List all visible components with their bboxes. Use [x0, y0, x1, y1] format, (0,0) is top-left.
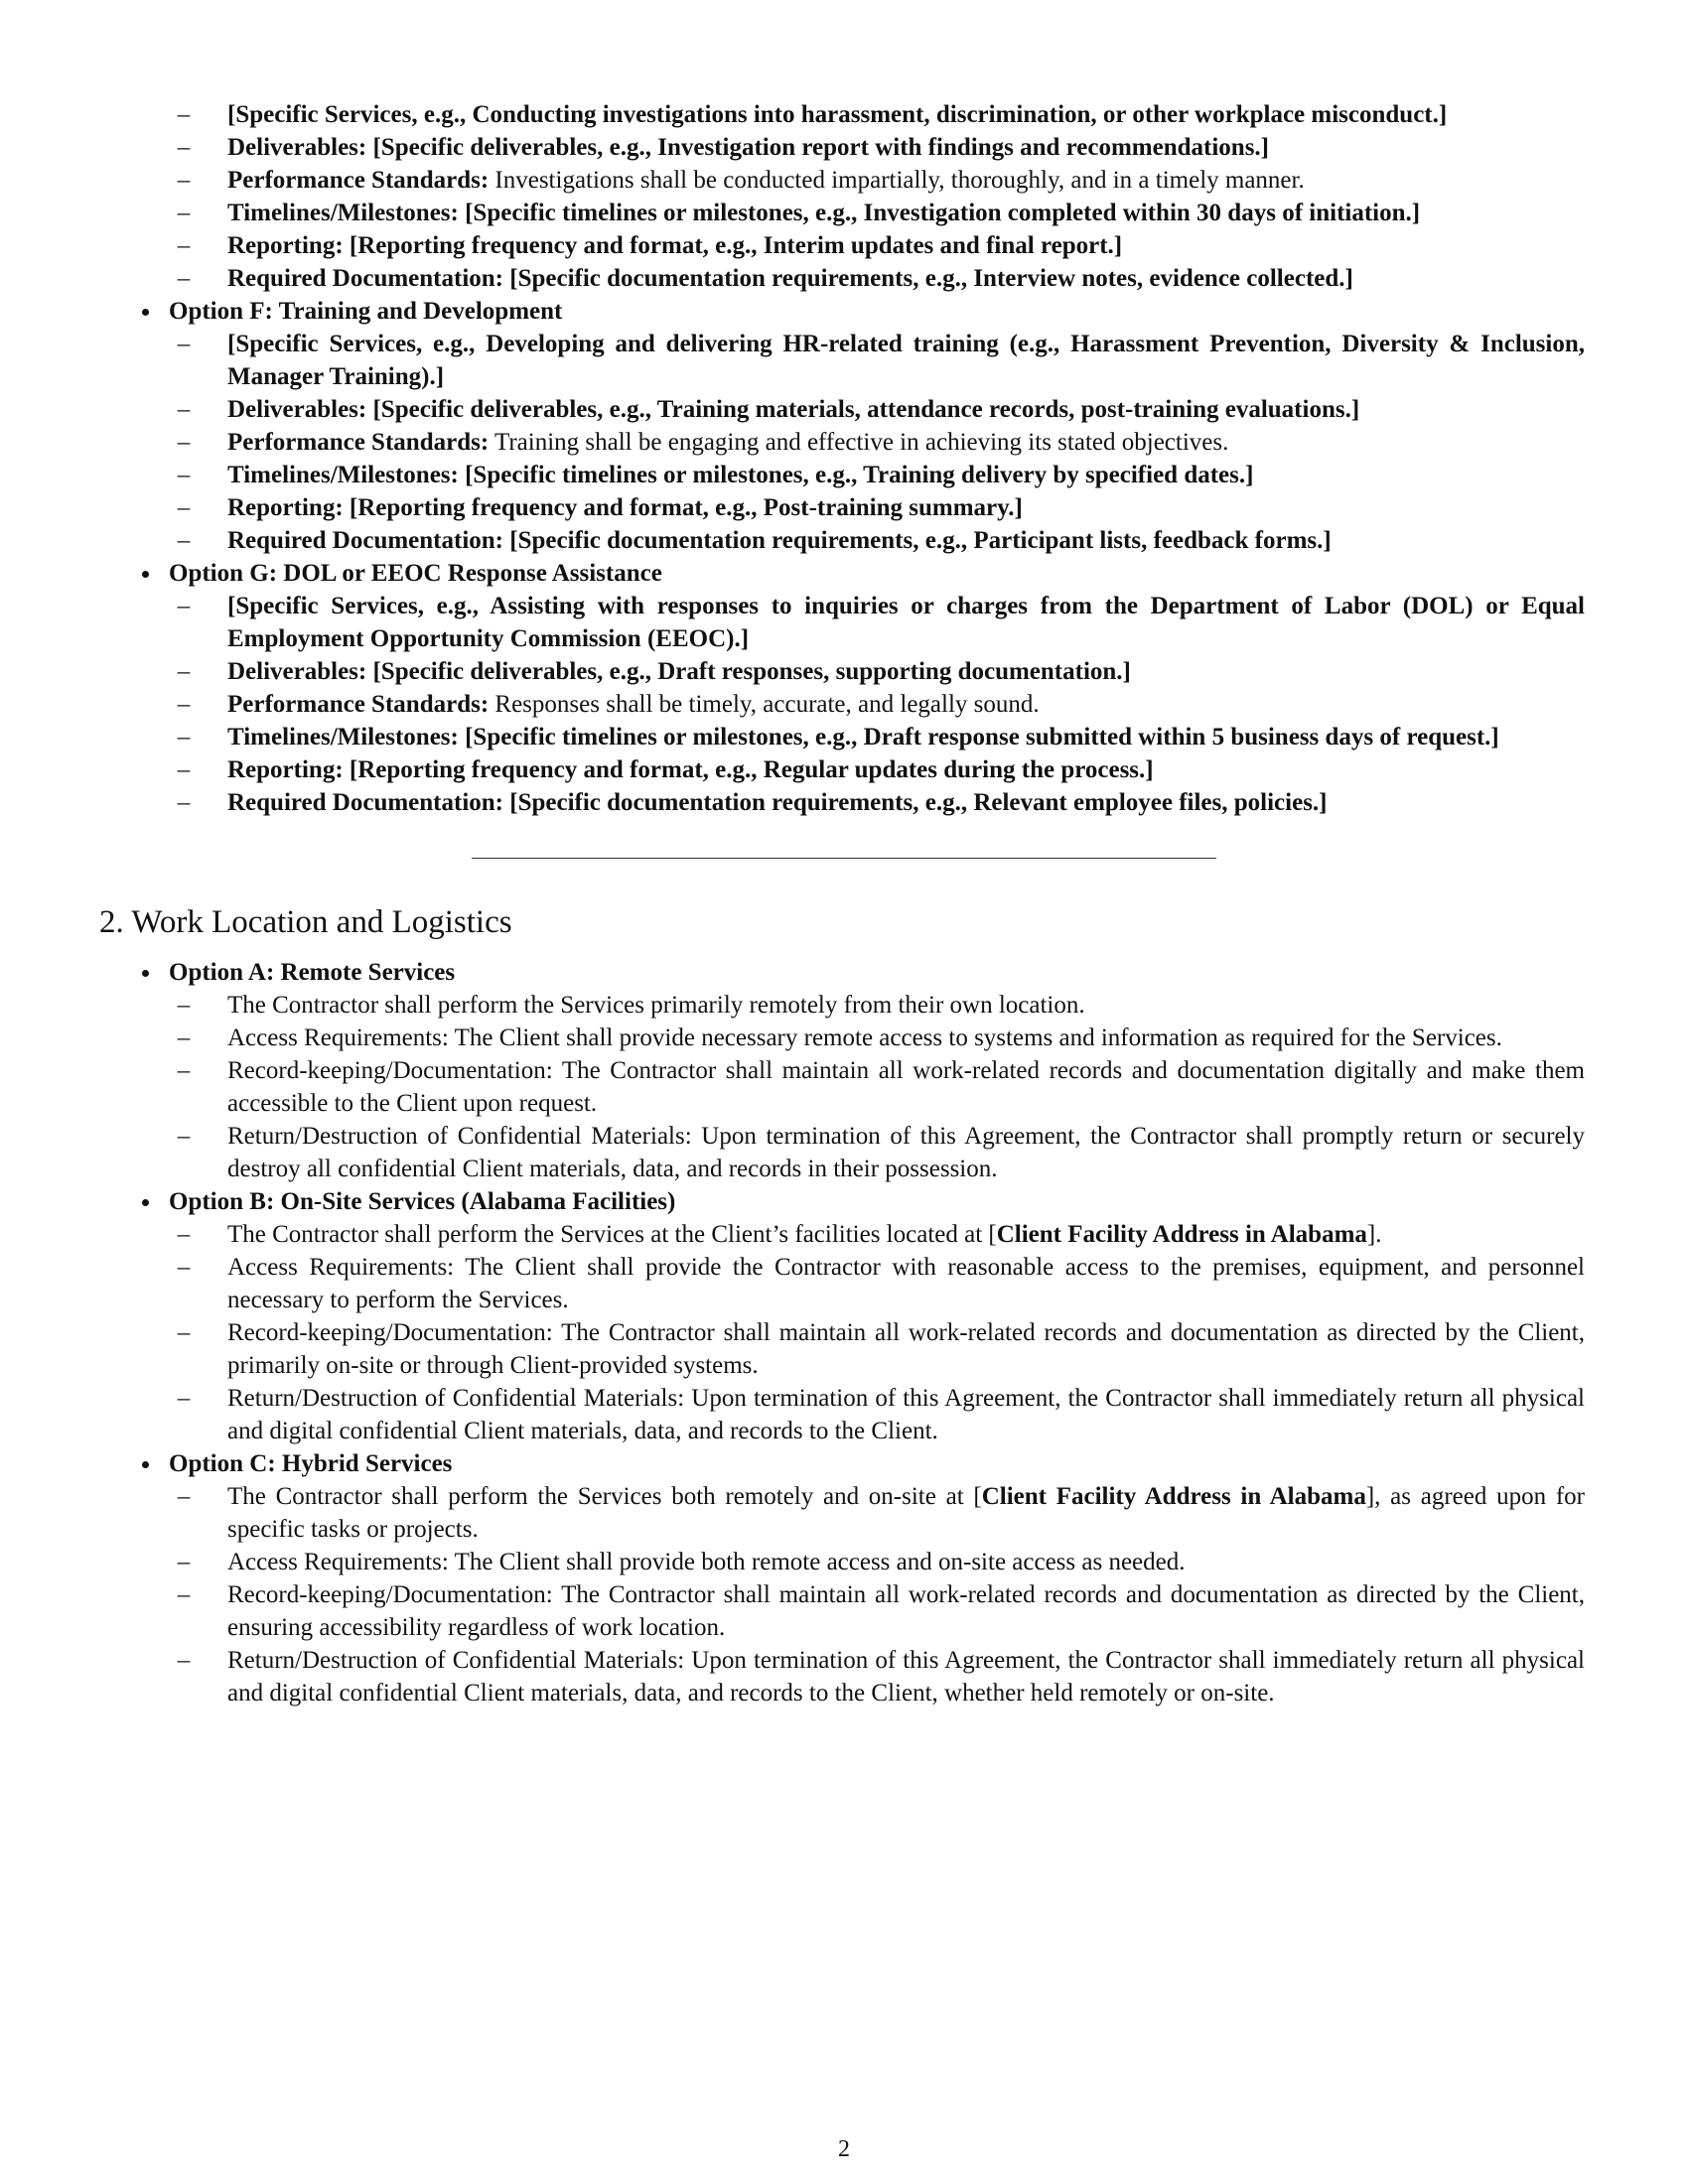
- dash-icon: –: [177, 167, 191, 194]
- item-text: Access Requirements: The Client shall provide the Contractor with reasonable access to the premises, equipment, and personnel necessary to perform the Services.: [227, 1254, 1585, 1313]
- list-item: [169, 164, 1585, 197]
- list-item: [169, 1251, 1585, 1316]
- section-divider: [472, 858, 1216, 859]
- dash-icon: –: [177, 462, 191, 488]
- bullet-icon: [142, 970, 149, 977]
- section2-option-list: [99, 956, 1585, 1709]
- item-text-end: ], as agreed upon for specific tasks or projects.: [227, 1483, 1585, 1543]
- item-text: Deliverables: [Specific deliverables, e.g., Draft responses, supporting documentation.]: [227, 658, 1131, 685]
- bullet-icon: [142, 571, 149, 578]
- item-text: Reporting: [Reporting frequency and format, e.g., Interim updates and final report.]: [227, 232, 1123, 259]
- dash-icon: –: [177, 992, 191, 1019]
- list-item: [169, 98, 1585, 131]
- dash-icon: –: [177, 134, 191, 161]
- continued-option: [99, 98, 1585, 295]
- list-item: [169, 1546, 1585, 1578]
- dash-icon: –: [177, 527, 191, 554]
- list-item: [169, 1022, 1585, 1054]
- item-text: Required Documentation: [Specific documentation requirements, e.g., Participant lists, feedback forms.]: [227, 527, 1332, 554]
- list-item: [169, 721, 1585, 753]
- item-text: [Specific Services, e.g., Assisting with responses to inquiries or charges from the Department of Labor (DOL) or Equal Employment Opportunity Commission (EEOC).]: [227, 593, 1585, 652]
- item-text: Access Requirements: The Client shall provide necessary remote access to systems and information as required for the Services.: [227, 1024, 1502, 1051]
- list-item: [169, 989, 1585, 1022]
- list-item: [169, 197, 1585, 229]
- option-f: [99, 295, 1585, 557]
- item-text: The Contractor shall perform the Services at the Client’s facilities located at [: [227, 1221, 997, 1248]
- option-title-text: Option G: DOL or EEOC Response Assistance: [169, 560, 662, 587]
- item-text: The Contractor shall perform the Services both remotely and on-site at [: [227, 1483, 982, 1510]
- page-content: [99, 98, 1585, 1709]
- item-text: Record-keeping/Documentation: The Contractor shall maintain all work-related records and documentation as directed by the Client, primarily on-site or through Client-provided systems.: [227, 1319, 1585, 1379]
- item-text: Record-keeping/Documentation: The Contractor shall maintain all work-related records and documentation digitally and make them accessible to the Client upon request.: [227, 1057, 1585, 1117]
- option-title: [169, 295, 1585, 328]
- item-text: Reporting: [Reporting frequency and format, e.g., Regular updates during the process.]: [227, 756, 1154, 783]
- dash-icon: –: [177, 691, 191, 718]
- dash-icon: –: [177, 1549, 191, 1575]
- dash-icon: –: [177, 331, 191, 357]
- option-title-text: Option C: Hybrid Services: [169, 1450, 453, 1477]
- item-text: Deliverables: [Specific deliverables, e.g., Investigation report with findings and recommendations.]: [227, 134, 1270, 161]
- list-item: [169, 1054, 1585, 1120]
- dash-icon: –: [177, 101, 191, 128]
- option-sub-list: [169, 328, 1585, 557]
- item-text: Deliverables: [Specific deliverables, e.g., Training materials, attendance records, post-training evaluations.]: [227, 396, 1360, 423]
- option-sub-list: [169, 989, 1585, 1185]
- dash-icon: –: [177, 200, 191, 226]
- item-text: Reporting: [Reporting frequency and format, e.g., Post-training summary.]: [227, 494, 1023, 521]
- list-item: [169, 590, 1585, 655]
- dash-icon: –: [177, 232, 191, 259]
- item-label: Performance Standards:: [227, 167, 490, 194]
- item-text: Record-keeping/Documentation: The Contractor shall maintain all work-related records and documentation as directed by the Client, ensuring accessibility regardless of work location.: [227, 1581, 1585, 1641]
- list-item: [169, 688, 1585, 721]
- list-item: [169, 1382, 1585, 1447]
- option-sub-list: [169, 1218, 1585, 1447]
- dash-icon: –: [177, 1385, 191, 1412]
- list-item: [169, 393, 1585, 426]
- list-item: [169, 524, 1585, 557]
- item-text: Investigations shall be conducted impartially, thoroughly, and in a timely manner.: [489, 167, 1305, 194]
- option-title: [169, 1447, 1585, 1480]
- list-item: [169, 1578, 1585, 1644]
- page-number: 2: [838, 2136, 850, 2162]
- list-item: [169, 459, 1585, 491]
- list-item: [169, 655, 1585, 688]
- option-sub-list: [169, 590, 1585, 819]
- dash-icon: –: [177, 1057, 191, 1084]
- dash-icon: –: [177, 429, 191, 456]
- list-item: [169, 229, 1585, 262]
- option-title: [169, 956, 1585, 989]
- item-label: Performance Standards:: [227, 691, 490, 718]
- dash-icon: –: [177, 1483, 191, 1510]
- option-a: [99, 956, 1585, 1185]
- dash-icon: –: [177, 265, 191, 292]
- section-heading: 2. Work Location and Logistics: [99, 904, 512, 940]
- list-item: [169, 1316, 1585, 1382]
- dash-icon: –: [177, 1647, 191, 1674]
- bullet-icon: [142, 1461, 149, 1468]
- option-title-text: Option A: Remote Services: [169, 959, 456, 986]
- item-text: The Contractor shall perform the Services primarily remotely from their own location.: [227, 992, 1085, 1019]
- item-text: Training shall be engaging and effective in achieving its stated objectives.: [489, 429, 1229, 456]
- list-item: [169, 1218, 1585, 1251]
- option-sub-list: [169, 1480, 1585, 1709]
- dash-icon: –: [177, 1024, 191, 1051]
- dash-icon: –: [177, 658, 191, 685]
- list-item: [169, 426, 1585, 459]
- item-text: [Specific Services, e.g., Developing and delivering HR-related training (e.g., Harassment Prevention, Diversity & Inclusion, Manager Training).]: [227, 331, 1585, 390]
- dash-icon: –: [177, 494, 191, 521]
- item-bold-text: Client Facility Address in Alabama: [981, 1483, 1366, 1510]
- option-title-text: Option B: On-Site Services (Alabama Facilities): [169, 1188, 676, 1215]
- list-item: [169, 262, 1585, 295]
- item-text: Return/Destruction of Confidential Materials: Upon termination of this Agreement, the Contractor shall immediately return all physical and digital confidential Client materials, data, and records to the Client, whether held remotely or on-site.: [227, 1647, 1585, 1706]
- dash-icon: –: [177, 789, 191, 816]
- dash-icon: –: [177, 1221, 191, 1248]
- continued-sub-list: [169, 98, 1585, 295]
- option-c: [99, 1447, 1585, 1709]
- dash-icon: –: [177, 1123, 191, 1150]
- list-item: [169, 328, 1585, 393]
- dash-icon: –: [177, 1254, 191, 1281]
- item-text: Responses shall be timely, accurate, and legally sound.: [489, 691, 1040, 718]
- item-text: Access Requirements: The Client shall provide both remote access and on-site access as needed.: [227, 1549, 1186, 1575]
- dash-icon: –: [177, 756, 191, 783]
- item-text: Timelines/Milestones: [Specific timelines or milestones, e.g., Draft response submitted within 5 business days of request.]: [227, 724, 1499, 751]
- continued-option-items: [99, 98, 1585, 819]
- dash-icon: –: [177, 396, 191, 423]
- option-title-text: Option F: Training and Development: [169, 298, 563, 325]
- item-label: Performance Standards:: [227, 429, 490, 456]
- item-bold-text: Client Facility Address in Alabama: [996, 1221, 1367, 1248]
- list-item: [169, 753, 1585, 786]
- item-text: Return/Destruction of Confidential Materials: Upon termination of this Agreement, the Contractor shall promptly return or securely destroy all confidential Client materials, data, and records in their possession.: [227, 1123, 1585, 1182]
- list-item: [169, 1480, 1585, 1546]
- option-b: [99, 1185, 1585, 1447]
- item-text: [Specific Services, e.g., Conducting investigations into harassment, discrimination, or other workplace misconduct.]: [227, 101, 1448, 128]
- bullet-icon: [142, 309, 149, 316]
- item-text: Return/Destruction of Confidential Materials: Upon termination of this Agreement, the Contractor shall immediately return all physical and digital confidential Client materials, data, and records to the Client.: [227, 1385, 1585, 1444]
- item-text: Required Documentation: [Specific documentation requirements, e.g., Interview notes, evidence collected.]: [227, 265, 1353, 292]
- dash-icon: –: [177, 724, 191, 751]
- dash-icon: –: [177, 1319, 191, 1346]
- list-item: [169, 1120, 1585, 1185]
- list-item: [169, 1644, 1585, 1709]
- item-text: Timelines/Milestones: [Specific timelines or milestones, e.g., Investigation completed within 30 days of initiation.]: [227, 200, 1421, 226]
- item-text-end: ].: [1366, 1221, 1382, 1248]
- list-item: [169, 131, 1585, 164]
- bullet-icon: [142, 1199, 149, 1206]
- list-item: [169, 491, 1585, 524]
- dash-icon: –: [177, 1581, 191, 1608]
- dash-icon: –: [177, 593, 191, 619]
- item-text: Required Documentation: [Specific documentation requirements, e.g., Relevant employee files, policies.]: [227, 789, 1328, 816]
- list-item: [169, 786, 1585, 819]
- option-title: [169, 1185, 1585, 1218]
- option-g: [99, 557, 1585, 819]
- item-text: Timelines/Milestones: [Specific timelines or milestones, e.g., Training delivery by specified dates.]: [227, 462, 1254, 488]
- option-title: [169, 557, 1585, 590]
